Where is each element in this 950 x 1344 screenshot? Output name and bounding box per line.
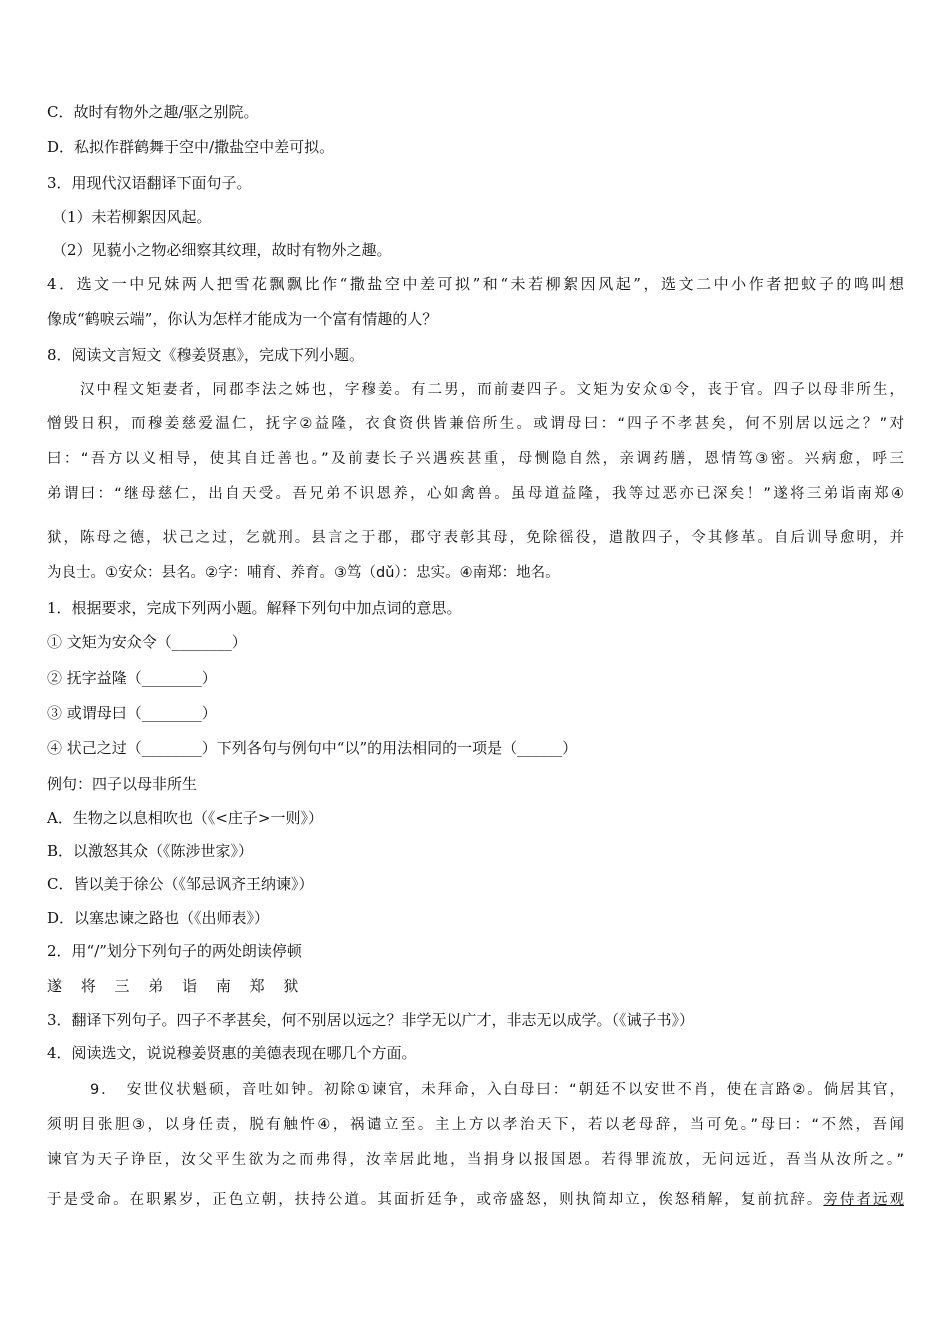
passage9-line: 谏官为天子诤臣，汝父平生欲为之而弗得，汝幸居此地，当捐身以报国恩。若得罪流放，无问远近，吾当从汝所之。” xyxy=(47,1152,904,1168)
choice-a: A．生物之以息相吹也（《<庄子>一则》） xyxy=(47,809,323,827)
option-d: D．私拟作群鹤舞于空中/撒盐空中差可拟。 xyxy=(47,138,335,156)
question-3: 3．用现代汉语翻译下面句子。 xyxy=(47,174,252,192)
option-c: C．故时有物外之趣/驱之别院。 xyxy=(47,103,259,121)
q8-2: 2．用“/”划分下列句子的两处朗读停顿 xyxy=(47,942,302,960)
q8-1-d: ④ 状己之过（________）下列各句与例句中“以”的用法相同的一项是（______） xyxy=(47,739,578,757)
q8-1: 1．根据要求，完成下列两小题。解释下列句中加点词的意思。 xyxy=(47,599,462,617)
passage9-line xyxy=(47,1190,904,1210)
q8-3: 3．翻译下列句子。四子不孝甚矣，何不别居以远之？非学无以广才，非志无以成学。（《诫子书》） xyxy=(47,1011,695,1029)
passage8-line: 弟谓曰：“继母慈仁，出自天受。吾兄弟不识恩养，心如禽兽。虽母道益隆，我等过恶亦已深矣！”遂将三弟诣南郑④ xyxy=(47,486,904,502)
passage8-line: 狱，陈母之德，状己之过，乞就刑。县言之于郡，郡守表彰其母，免除徭役，遣散四子，令其修革。自后训导愈明，并 xyxy=(47,530,904,546)
q8-1-a: ① 文矩为安众令（________） xyxy=(47,633,247,651)
question-4-line2: 像成“鹤唳云端”，你认为怎样才能成为一个富有情趣的人？ xyxy=(47,310,438,328)
choice-d: D．以塞忠谏之路也（《出师表》） xyxy=(47,909,270,927)
underlined-phrase: 旁侍者远观 xyxy=(823,1192,904,1208)
choice-b: B．以激怒其众（《陈涉世家》） xyxy=(47,842,254,860)
passage8-line: 曰：“吾方以义相导，使其自迁善也。”及前妻长子兴遇疾甚重，母恻隐自然，亲调药膳，恩情笃③密。兴病愈，呼三 xyxy=(47,451,904,467)
section-8-title: 8．阅读文言短文《穆姜贤惠》，完成下列小题。 xyxy=(47,346,365,364)
q8-1-c: ③ 或谓母曰（________） xyxy=(47,704,217,722)
q8-4: 4．阅读选文，说说穆姜贤惠的美德表现在哪几个方面。 xyxy=(47,1044,417,1062)
q8-2-sentence: 遂 将 三 弟 诣 南 郑 狱 xyxy=(47,977,306,995)
passage8-line: 汉中程文矩妻者，同郡李法之姊也，字穆姜。有二男，而前妻四子。文矩为安众①令，丧于官。四子以母非所生， xyxy=(80,382,904,398)
example-sentence: 例句：四子以母非所生 xyxy=(47,775,198,793)
passage8-notes: 为良士。①安众：县名。②字：哺育、养育。③笃（dǔ）：忠实。④南郑：地名。 xyxy=(47,565,560,581)
question-3-1: （1）未若柳絮因风起。 xyxy=(52,208,212,226)
passage9-text: 于是受命。在职累岁，正色立朝，扶持公道。其面折廷争，或帝盛怒，则执简却立，俟怒稍解，复前抗辞。 xyxy=(47,1192,824,1208)
passage9-line: 须明目张胆③，以身任责，脱有触忤④，祸谴立至。主上方以孝治天下，若以老母辞，当可免。”母曰：“不然，吾闻 xyxy=(47,1117,904,1133)
question-4-line1: 4．选文一中兄妹两人把雪花飘飘比作“撒盐空中差可拟”和“未若柳絮因风起”，选文二中小作者把蚊子的鸣叫想 xyxy=(47,275,904,293)
passage8-line: 憎毁日积，而穆姜慈爱温仁，抚字②益隆，衣食资供皆兼倍所生。或谓母曰：“四子不孝甚矣，何不别居以远之？”对 xyxy=(47,416,904,432)
question-3-2: （2）见藐小之物必细察其纹理，故时有物外之趣。 xyxy=(52,241,392,259)
choice-c: C．皆以美于徐公（《邹忌讽齐王纳谏》） xyxy=(47,875,314,893)
passage9-line: 9． 安世仪状魁硕，音吐如钟。初除①谏官，未拜命，入白母曰：“朝廷不以安世不肖，使在言路②。倘居其官， xyxy=(90,1082,904,1098)
q8-1-b: ② 抚字益隆（________） xyxy=(47,669,217,687)
